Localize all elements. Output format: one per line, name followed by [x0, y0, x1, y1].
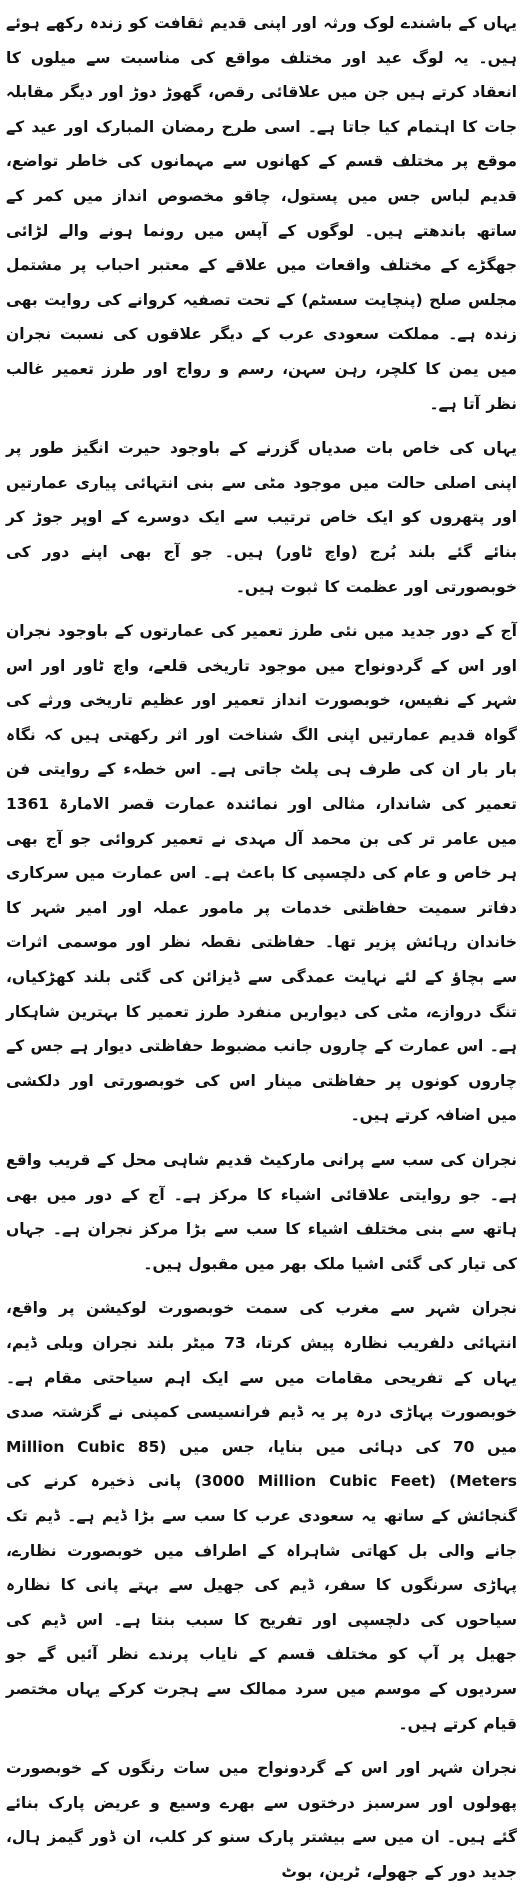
paragraph-towers: یہاں کی خاص بات صدیاں گزرنے کے باوجود حیرت انگیز طور پر اپنی اصلی حالت میں موجود مٹی سے بنی انتہائی پیاری عمارتیں اور پتھروں کو ایک خاص ترتیب سے ایک دوسرے کے اوپر جوڑ کر بنائے گئے بلند بُرج (واچ ٹاور) ہیں۔ جو آج بھی اپنے دور کی خوبصورتی اور عظمت کا ثبوت ہیں۔: [6, 439, 517, 596]
paragraph-architecture: آج کے دور جدید میں نئی طرز تعمیر کی عمارتوں کے باوجود نجران اور اس کے گردونواح میں موجود تاریخی قلعے، واچ ٹاور اور اس شہر کے نفیس، خوبصورت انداز تعمیر اور عظیم تاریخی ورثے کی گواہ قدیم عمارتیں اپنی الگ شناخت اور اثر رکھتی ہیں کہ نگاہ بار بار ان کی طرف ہی پلٹ جاتی ہے۔ اس خطہء کے روایتی فن تعمیر کی شاندار، مثالی اور نمائندہ عمارت قصر الامارۃ 1361 میں عامر تر کی بن محمد آل مہدی نے تعمیر کروائی جو آج بھی ہر خاص و عام کی دلچسپی کا باعث ہے۔ اس عمارت میں سرکاری دفاتر سمیت حفاظتی خدمات پر مامور عملہ اور امیر شہر کا خاندان رہائش پزیر تھا۔ حفاظتی نقطہ نظر اور موسمی اثرات سے بچاؤ کے لئے نہایت عمدگی سے ڈیزائن کی گئی بلند کھڑکیاں، تنگ دروازے، مٹی کی دیواریں منفرد طرز تعمیر کا بہترین شاہکار ہے۔ اس عمارت کے چاروں جانب مضبوط حفاظتی دیوار ہے جس کے چاروں کونوں پر حفاظتی مینار اس کی خوبصورتی اور دلکشی میں اضافہ کرتے ہیں۔: [6, 622, 517, 1125]
paragraph-market: نجران کی سب سے پرانی مارکیٹ قدیم شاہی محل کے قریب واقع ہے۔ جو روایتی علاقائی اشیاء کا مرکز ہے۔ آج کے دور میں بھی ہاتھ سے بنی مختلف اشیاء کا سب سے بڑا مرکز نجران ہے۔ جہاں کی تیار کی گئی اشیا ملک بھر میں مقبول ہیں۔: [6, 1151, 517, 1273]
paragraph-culture: یہاں کے باشندے لوک ورثہ اور اپنی قدیم ثقافت کو زندہ رکھے ہوئے ہیں۔ یہ لوگ عید اور مختلف مواقع کی مناسبت سے میلوں کا انعقاد کرتے ہیں جن میں علاقائی رقص، گھوڑ دوڑ اور دیگر مقابلہ جات کا اہتمام کیا جاتا ہے۔ اسی طرح رمضان المبارک اور عید کے موقع پر مختلف قسم کے کھانوں سے مہمانوں کی خاطر تواضع، قدیم لباس جس میں پستول، چاقو مخصوص انداز میں کمر کے ساتھ باندھتے ہیں۔ لوگوں کے آپس میں رونما ہونے والے لڑائی جھگڑے کے مختلف واقعات میں علاقے کے معتبر احباب پر مشتمل مجلس صلح (پنچایت سسٹم) کے تحت تصفیہ کروانے کی روایت بھی زندہ ہے۔ مملکت سعودی عرب کے دیگر علاقوں کی نسبت نجران میں یمن کا کلچر، رہن سہن، رسم و رواج اور طرز تعمیر غالب نظر آتا ہے۔: [6, 14, 517, 413]
paragraph-parks: نجران شہر اور اس کے گردونواح میں سات رنگوں کے خوبصورت پھولوں اور سرسبز درختوں سے بھرے وسیع و عریض پارک بنائے گئے ہیں۔ ان میں سے بیشتر پارک سنو کر کلب، ان ڈور گیمز ہال، جدید دور کے جھولے، ٹرین، بوٹ: [6, 1759, 517, 1881]
paragraph-dam: نجران شہر سے مغرب کی سمت خوبصورت لوکیشن پر واقع، انتہائی دلفریب نظارہ پیش کرتا، 73 میٹر بلند نجران ویلی ڈیم، یہاں کے تفریحی مقامات میں سے ایک اہم سیاحتی مقام ہے۔ خوبصورت پہاڑی درہ پر یہ ڈیم فرانسیسی کمپنی نے گزشتہ صدی میں 70 کی دہائی میں بنایا، جس میں (85 Million Cubic Meters) (3000 Million Cubic Feet) پانی ذخیرہ کرنے کی گنجائش کے ساتھ یہ سعودی عرب کا سب سے بڑا ڈیم ہے۔ ڈیم تک جانے والی بل کھاتی شاہراہ کے اطراف میں خوبصورت نظارے، پہاڑی سرنگوں کا سفر، ڈیم کی جھیل سے بہتے پانی کا نظارہ سیاحوں کی دلچسپی اور تفریح کا سبب بنتا ہے۔ اس ڈیم کی جھیل پر آپ کو مختلف قسم کے نایاب پرندے نظر آئیں گے جو سردیوں کے موسم میں سرد ممالک سے ہجرت کرکے یہاں مختصر قیام کرتے ہیں۔: [6, 1299, 517, 1733]
